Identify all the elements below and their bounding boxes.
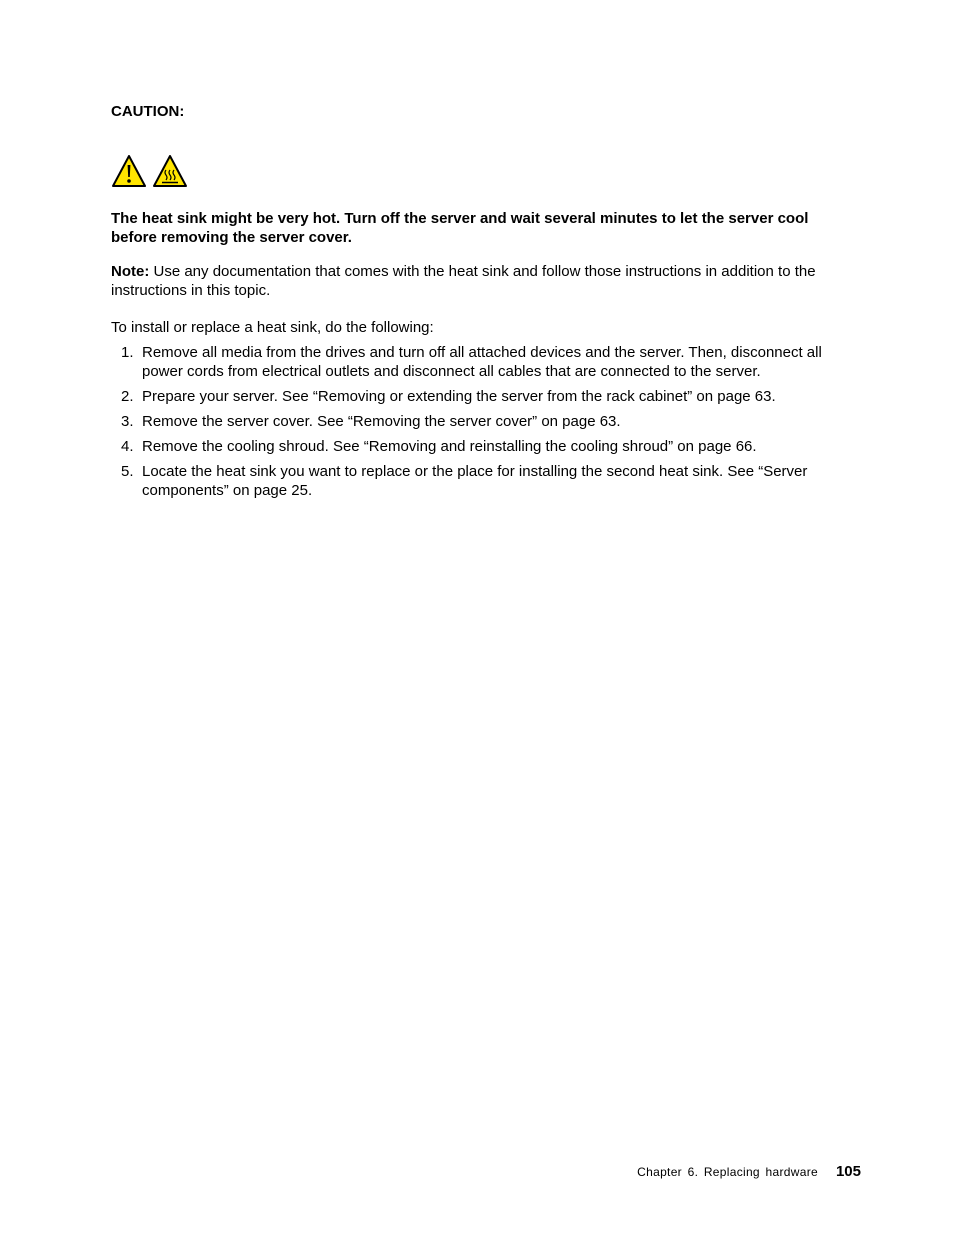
caution-icons (111, 154, 188, 189)
step-number: 1. (121, 344, 134, 361)
caution-heading: CAUTION: (111, 103, 185, 120)
step-number: 5. (121, 463, 134, 480)
step-text: Remove the server cover. See “Removing the server cover” on page 63. (142, 413, 621, 430)
step-text: Remove all media from the drives and turn off all attached devices and the server. Then, disconnect all power cords from electrical outlets and disconnect all cables that are connected to the server. (142, 344, 822, 380)
page-footer (637, 1163, 861, 1180)
step-item (111, 387, 861, 406)
chapter-title: Chapter 6. Replacing hardware (637, 1165, 818, 1179)
page-number: 105 (835, 1163, 861, 1180)
procedure-steps (111, 343, 861, 506)
hot-surface-icon (152, 154, 188, 188)
step-text: Locate the heat sink you want to replace or the place for installing the second heat sink. See “Server components” on page 25. (142, 463, 808, 499)
note-paragraph (111, 262, 851, 300)
step-text: Remove the cooling shroud. See “Removing and reinstalling the cooling shroud” on page 66. (142, 438, 757, 455)
step-number: 2. (121, 388, 134, 405)
step-item (111, 462, 861, 500)
heat-warning-text: The heat sink might be very hot. Turn off the server and wait several minutes to let the server cool before removing the server cover. (111, 210, 809, 246)
step-number: 4. (121, 438, 134, 455)
note-label: Note: (111, 263, 150, 280)
warning-triangle-icon (111, 154, 147, 188)
step-item (111, 437, 861, 456)
note-text: Use any documentation that comes with the heat sink and follow those instructions in addition to the instructions in this topic. (111, 263, 816, 299)
step-item (111, 412, 861, 431)
step-text: Prepare your server. See “Removing or extending the server from the rack cabinet” on page 63. (142, 388, 776, 405)
step-number: 3. (121, 413, 134, 430)
step-item (111, 343, 861, 381)
procedure-intro: To install or replace a heat sink, do the following: (111, 319, 434, 336)
